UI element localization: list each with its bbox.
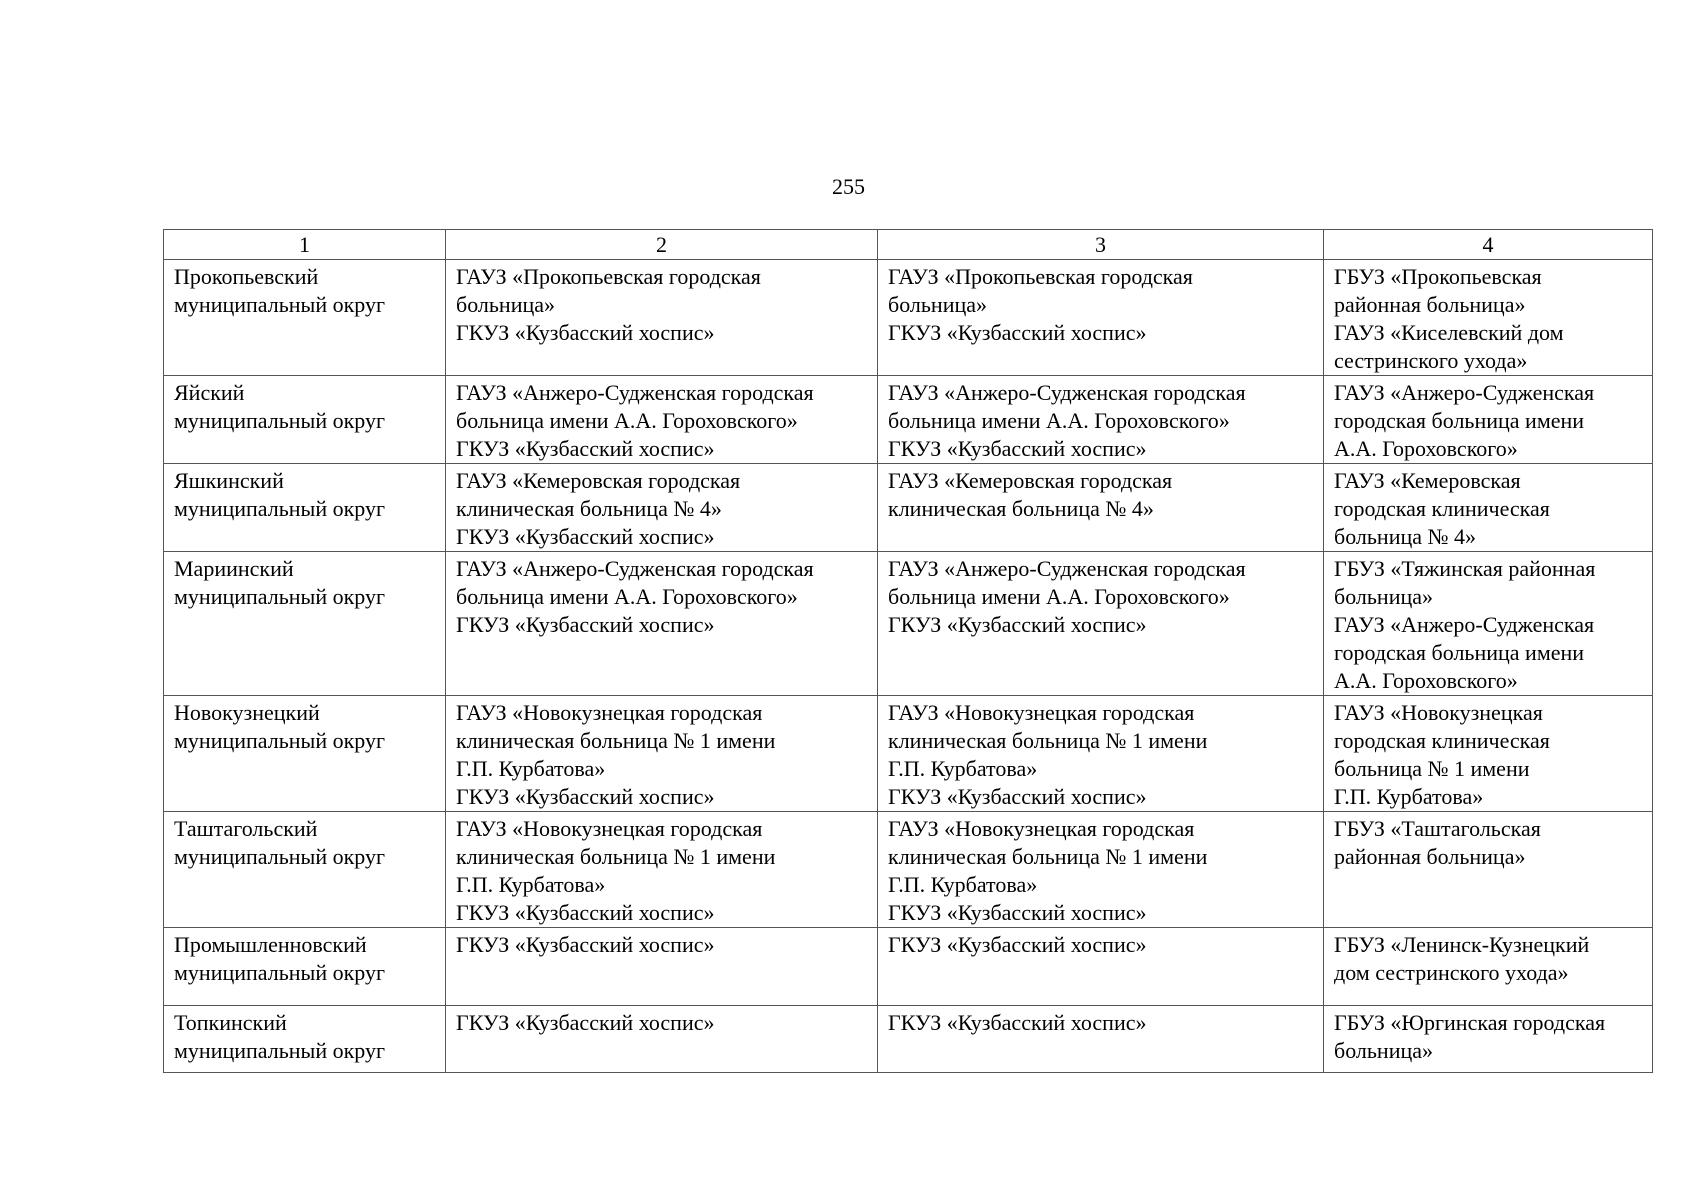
cell-line: Яйский — [174, 380, 245, 405]
cell-line: А.А. Гороховского» — [1334, 668, 1518, 693]
district-cell — [164, 376, 446, 464]
institution-cell-col4 — [1324, 812, 1653, 928]
cell-line: больница имени А.А. Гороховского» — [888, 584, 1230, 609]
institution-cell-col2 — [446, 812, 878, 928]
cell-line: больница имени А.А. Гороховского» — [888, 408, 1230, 433]
cell-line: ГБУЗ «Юргинская городская — [1334, 1010, 1606, 1035]
cell-line: ГКУЗ «Кузбасский хоспис» — [888, 784, 1147, 809]
cell-line: ГКУЗ «Кузбасский хоспис» — [888, 900, 1147, 925]
cell-line: больница имени А.А. Гороховского» — [456, 584, 798, 609]
cell-line: клиническая больница № 1 имени — [456, 844, 776, 869]
cell-line: ГАУЗ «Новокузнецкая городская — [456, 816, 763, 841]
cell-line: ГКУЗ «Кузбасский хоспис» — [456, 612, 715, 637]
cell-line: ГАУЗ «Кемеровская — [1334, 468, 1521, 493]
cell-line: ГАУЗ «Новокузнецкая — [1334, 700, 1543, 725]
cell-line: Прокопьевский — [174, 264, 319, 289]
cell-line: ГКУЗ «Кузбасский хоспис» — [456, 1010, 715, 1035]
page-number: 255 — [832, 174, 865, 199]
institution-cell-col3 — [878, 376, 1324, 464]
institution-cell-col3 — [878, 696, 1324, 812]
table-row — [164, 464, 1653, 552]
cell-line: ГКУЗ «Кузбасский хоспис» — [888, 932, 1147, 957]
cell-line: ГАУЗ «Кемеровская городская — [888, 468, 1173, 493]
cell-line: сестринского ухода» — [1334, 348, 1528, 373]
cell-line: ГАУЗ «Новокузнецкая городская — [456, 700, 763, 725]
cell-line: муниципальный округ — [174, 584, 386, 609]
institution-cell-col2 — [446, 696, 878, 812]
institution-cell-col4 — [1324, 260, 1653, 376]
district-cell — [164, 1006, 446, 1073]
cell-line: Таштагольский — [174, 816, 318, 841]
institution-cell-col2 — [446, 464, 878, 552]
cell-line: ГАУЗ «Анжеро-Судженская городская — [888, 556, 1246, 581]
cell-line: ГКУЗ «Кузбасский хоспис» — [456, 524, 715, 549]
cell-line: Мариинский — [174, 556, 294, 581]
document-table — [163, 229, 1653, 1073]
cell-line: ГАУЗ «Анжеро-Судженская городская — [456, 556, 814, 581]
table-body — [164, 260, 1653, 1073]
cell-line: ГКУЗ «Кузбасский хоспис» — [888, 612, 1147, 637]
district-cell — [164, 464, 446, 552]
cell-line: больница № 1 имени — [1334, 756, 1530, 781]
cell-line: ГАУЗ «Анжеро-Судженская городская — [888, 380, 1246, 405]
cell-line: больница» — [888, 292, 987, 317]
table-row — [164, 1006, 1653, 1073]
cell-line: больница» — [456, 292, 555, 317]
table-header-row — [164, 230, 1653, 260]
cell-line: ГКУЗ «Кузбасский хоспис» — [456, 932, 715, 957]
cell-line: районная больница» — [1334, 844, 1526, 869]
cell-line: муниципальный округ — [174, 728, 386, 753]
cell-line: клиническая больница № 1 имени — [456, 728, 776, 753]
cell-line: городская клиническая — [1334, 728, 1550, 753]
table-row — [164, 552, 1653, 696]
cell-line: больница имени А.А. Гороховского» — [456, 408, 798, 433]
cell-line: ГАУЗ «Кемеровская городская — [456, 468, 741, 493]
cell-line: ГБУЗ «Таштагольская — [1334, 816, 1541, 841]
cell-line: клиническая больница № 1 имени — [888, 844, 1208, 869]
cell-line: ГБУЗ «Прокопьевская — [1334, 264, 1542, 289]
column-header-1: 1 — [164, 230, 446, 260]
cell-line: ГАУЗ «Анжеро-Судженская городская — [456, 380, 814, 405]
table-row — [164, 812, 1653, 928]
institution-cell-col4 — [1324, 928, 1653, 1006]
cell-line: Г.П. Курбатова» — [888, 756, 1038, 781]
cell-line: ГКУЗ «Кузбасский хоспис» — [456, 436, 715, 461]
cell-line: ГАУЗ «Новокузнецкая городская — [888, 700, 1195, 725]
column-header-4: 4 — [1324, 230, 1653, 260]
district-cell — [164, 812, 446, 928]
cell-line: ГАУЗ «Киселевский дом — [1334, 320, 1564, 345]
cell-line: муниципальный округ — [174, 292, 386, 317]
cell-line: ГКУЗ «Кузбасский хоспис» — [888, 436, 1147, 461]
institution-cell-col3 — [878, 812, 1324, 928]
institution-cell-col3 — [878, 1006, 1324, 1073]
cell-line: ГКУЗ «Кузбасский хоспис» — [888, 320, 1147, 345]
district-cell — [164, 552, 446, 696]
cell-line: А.А. Гороховского» — [1334, 436, 1518, 461]
cell-line: муниципальный округ — [174, 496, 386, 521]
cell-line: муниципальный округ — [174, 844, 386, 869]
cell-line: Г.П. Курбатова» — [888, 872, 1038, 897]
cell-line: ГАУЗ «Анжеро-Судженская — [1334, 380, 1595, 405]
table-row — [164, 260, 1653, 376]
column-header-3: 3 — [878, 230, 1324, 260]
cell-line: клиническая больница № 4» — [888, 496, 1154, 521]
cell-line: дом сестринского ухода» — [1334, 960, 1569, 985]
cell-line: Г.П. Курбатова» — [456, 872, 606, 897]
institution-cell-col3 — [878, 260, 1324, 376]
cell-line: городская больница имени — [1334, 640, 1585, 665]
institution-cell-col4 — [1324, 552, 1653, 696]
cell-line: ГАУЗ «Новокузнецкая городская — [888, 816, 1195, 841]
column-header-2: 2 — [446, 230, 878, 260]
institution-cell-col4 — [1324, 1006, 1653, 1073]
cell-line: Г.П. Курбатова» — [1334, 784, 1484, 809]
district-cell — [164, 696, 446, 812]
institution-cell-col2 — [446, 1006, 878, 1073]
cell-line: больница № 4» — [1334, 524, 1476, 549]
cell-line: муниципальный округ — [174, 408, 386, 433]
institution-cell-col2 — [446, 928, 878, 1006]
cell-line: Новокузнецкий — [174, 700, 320, 725]
cell-line: ГАУЗ «Прокопьевская городская — [888, 264, 1193, 289]
cell-line: ГБУЗ «Ленинск-Кузнецкий — [1334, 932, 1590, 957]
cell-line: ГКУЗ «Кузбасский хоспис» — [888, 1010, 1147, 1035]
district-cell — [164, 260, 446, 376]
cell-line: Яшкинский — [174, 468, 284, 493]
cell-line: городская клиническая — [1334, 496, 1550, 521]
cell-line: ГКУЗ «Кузбасский хоспис» — [456, 900, 715, 925]
table-row — [164, 928, 1653, 1006]
institution-cell-col2 — [446, 552, 878, 696]
institution-cell-col2 — [446, 376, 878, 464]
cell-line: районная больница» — [1334, 292, 1526, 317]
cell-line: муниципальный округ — [174, 1038, 386, 1063]
cell-line: муниципальный округ — [174, 960, 386, 985]
institution-cell-col4 — [1324, 376, 1653, 464]
cell-line: Топкинский — [174, 1010, 287, 1035]
cell-line: городская больница имени — [1334, 408, 1585, 433]
cell-line: клиническая больница № 1 имени — [888, 728, 1208, 753]
cell-line: ГКУЗ «Кузбасский хоспис» — [456, 784, 715, 809]
institution-cell-col4 — [1324, 696, 1653, 812]
cell-line: клиническая больница № 4» — [456, 496, 722, 521]
institution-cell-col4 — [1324, 464, 1653, 552]
cell-line: больница» — [1334, 584, 1433, 609]
institution-cell-col2 — [446, 260, 878, 376]
cell-line: больница» — [1334, 1038, 1433, 1063]
district-cell — [164, 928, 446, 1006]
cell-line: ГКУЗ «Кузбасский хоспис» — [456, 320, 715, 345]
institution-cell-col3 — [878, 928, 1324, 1006]
cell-line: ГБУЗ «Тяжинская районная — [1334, 556, 1596, 581]
table-row — [164, 376, 1653, 464]
institution-cell-col3 — [878, 464, 1324, 552]
cell-line: ГАУЗ «Анжеро-Судженская — [1334, 612, 1595, 637]
table-row — [164, 696, 1653, 812]
cell-line: ГАУЗ «Прокопьевская городская — [456, 264, 761, 289]
cell-line: Г.П. Курбатова» — [456, 756, 606, 781]
cell-line: Промышленновский — [174, 932, 367, 957]
institution-cell-col3 — [878, 552, 1324, 696]
